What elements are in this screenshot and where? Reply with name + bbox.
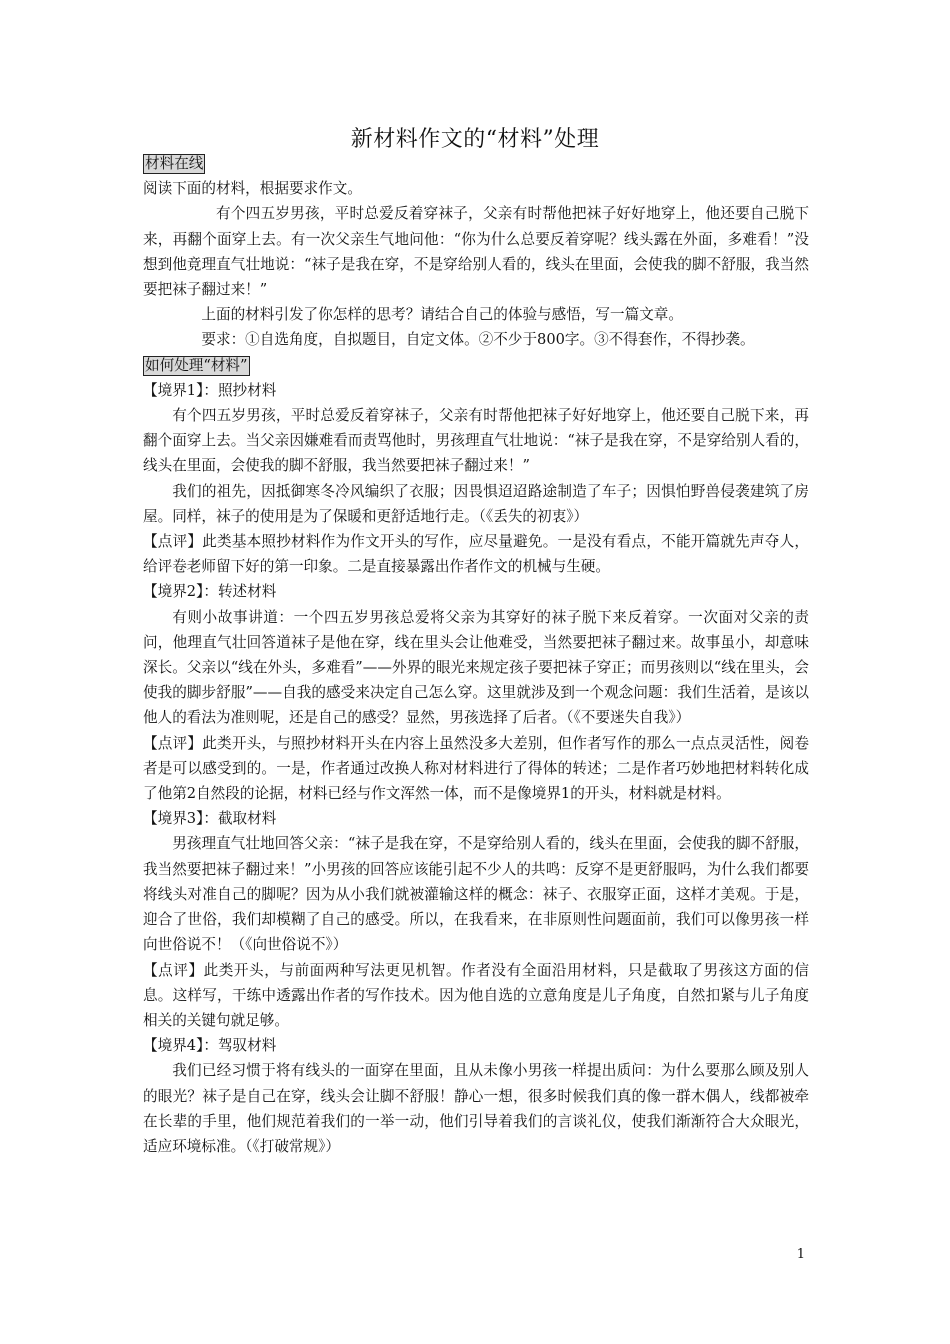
level-1-heading: 【境界1】：照抄材料: [143, 381, 277, 399]
page-number: 1: [796, 1247, 805, 1262]
level-1-comment: 【点评】此类基本照抄材料作为作文开头的写作，应尽量避免。一是没有看点，不能开篇就先声夺人，给评卷老师留下好的第一印象。二是直接暴露出作者作文的机械与生硬。: [143, 533, 809, 576]
level-3-paragraph: 男孩理直气壮地回答父亲：“袜子是我在穿，不是穿给别人看的，线头在里面，会使我的脚不舒服，我当然要把袜子翻过来！”小男孩的回答应该能引起不少人的共鸣：反穿不是更舒服吗，为什么我们都要将线头对准自己的脚呢？因为从小我们就被灌输这样的概念：袜子、衣服穿正面，这样才美观。于是，迎合了世俗，我们却模糊了自己的感受。所以，在我看来，在非原则性问题面前，我们可以像男孩一样向世俗说不！（《向世俗说不》）: [143, 835, 809, 954]
level-2-paragraph: 有则小故事讲道：一个四五岁男孩总爱将父亲为其穿好的袜子脱下来反着穿。一次面对父亲的责问，他理直气壮回答道袜子是他在穿，线在里头会让他难受，当然要把袜子翻过来。故事虽小，却意味深长。父亲以“线在外头，多难看”——外界的眼光来规定孩子要把袜子穿正；而男孩则以“线在里头，会使我的脚步舒服”——自我的感受来决定自己怎么穿。这里就涉及到一个观念问题：我们生活着，是该以他人的看法为准则呢，还是自己的感受？显然，男孩选择了后者。（《不要迷失自我》）: [143, 608, 809, 727]
level-4-heading: 【境界4】：驾驭材料: [143, 1037, 277, 1055]
page-title: 新材料作文的“材料”处理: [350, 127, 600, 152]
material-story: 有个四五岁男孩，平时总爱反着穿袜子，父亲有时帮他把袜子好好地穿上，他还要自己脱下来，再翻个面穿上去。有一次父亲生气地问他：“你为什么总要反着穿呢？线头露在外面，多难看！”没想到他竟理直气壮地说：“袜子是我在穿，不是穿给别人看的，线头在里面，会使我的脚不舒服，我当然要把袜子翻过来！”: [143, 205, 809, 299]
page-number-row: [0, 1247, 950, 1262]
material-requirements: 要求：①自选角度，自拟题目，自定文体。②不少于800字。③不得套作，不得抄袭。: [201, 331, 755, 349]
material-intro: 阅读下面的材料，根据要求作文。: [143, 180, 362, 198]
level-3-heading: 【境界3】：截取材料: [143, 810, 277, 828]
section-label-method: 如何处理“材料”: [145, 356, 248, 374]
material-prompt: 上面的材料引发了你怎样的思考？请结合自己的体验与感悟，写一篇文章。: [201, 306, 683, 324]
section-label-material: 材料在线: [145, 155, 204, 172]
level-2-comment: 【点评】此类开头，与照抄材料开头在内容上虽然没多大差别，但作者写作的那么一点点灵活性，阅卷者是可以感受到的。一是，作者通过改换人称对材料进行了得体的转述；二是作者巧妙地把材料转化成了他第2自然段的论据，材料已经与作文浑然一体，而不是像境界1的开头，材料就是材料。: [143, 734, 809, 803]
level-2-heading: 【境界2】：转述材料: [143, 583, 277, 601]
document-body: [143, 151, 809, 1159]
level-4-paragraph: 我们已经习惯于将有线头的一面穿在里面，且从未像小男孩一样提出质问：为什么要那么顾及别人的眼光？袜子是自己在穿，线头会让脚不舒服！静心一想，很多时候我们真的像一群木偶人，线都被牵在长辈的手里，他们规范着我们的一举一动，他们引导着我们的言谈礼仪，使我们渐渐符合大众眼光，适应环境标准。（《打破常规》）: [143, 1062, 809, 1155]
level-1-paragraph: 我们的祖先，因抵御寒冬冷风编织了衣服；因畏惧迢迢路途制造了车子；因惧怕野兽侵袭建筑了房屋。同样，袜子的使用是为了保暖和更舒适地行走。（《丢失的初衷》）: [143, 482, 809, 525]
level-3-comment: 【点评】此类开头，与前面两种写法更见机智。作者没有全面沿用材料，只是截取了男孩这方面的信息。这样写，干练中透露出作者的写作技术。因为他自选的立意角度是儿子角度，自然扣紧与儿子角度相关的关键句就足够。: [143, 961, 809, 1029]
level-1-paragraph: 有个四五岁男孩，平时总爱反着穿袜子，父亲有时帮他把袜子好好地穿上，他还要自己脱下来，再翻个面穿上去。当父亲因嫌难看而责骂他时，男孩理直气壮地说：“袜子是我在穿，不是穿给别人看的，线头在里面，会使我的脚不舒服，我当然要把袜子翻过来！”: [143, 407, 809, 475]
